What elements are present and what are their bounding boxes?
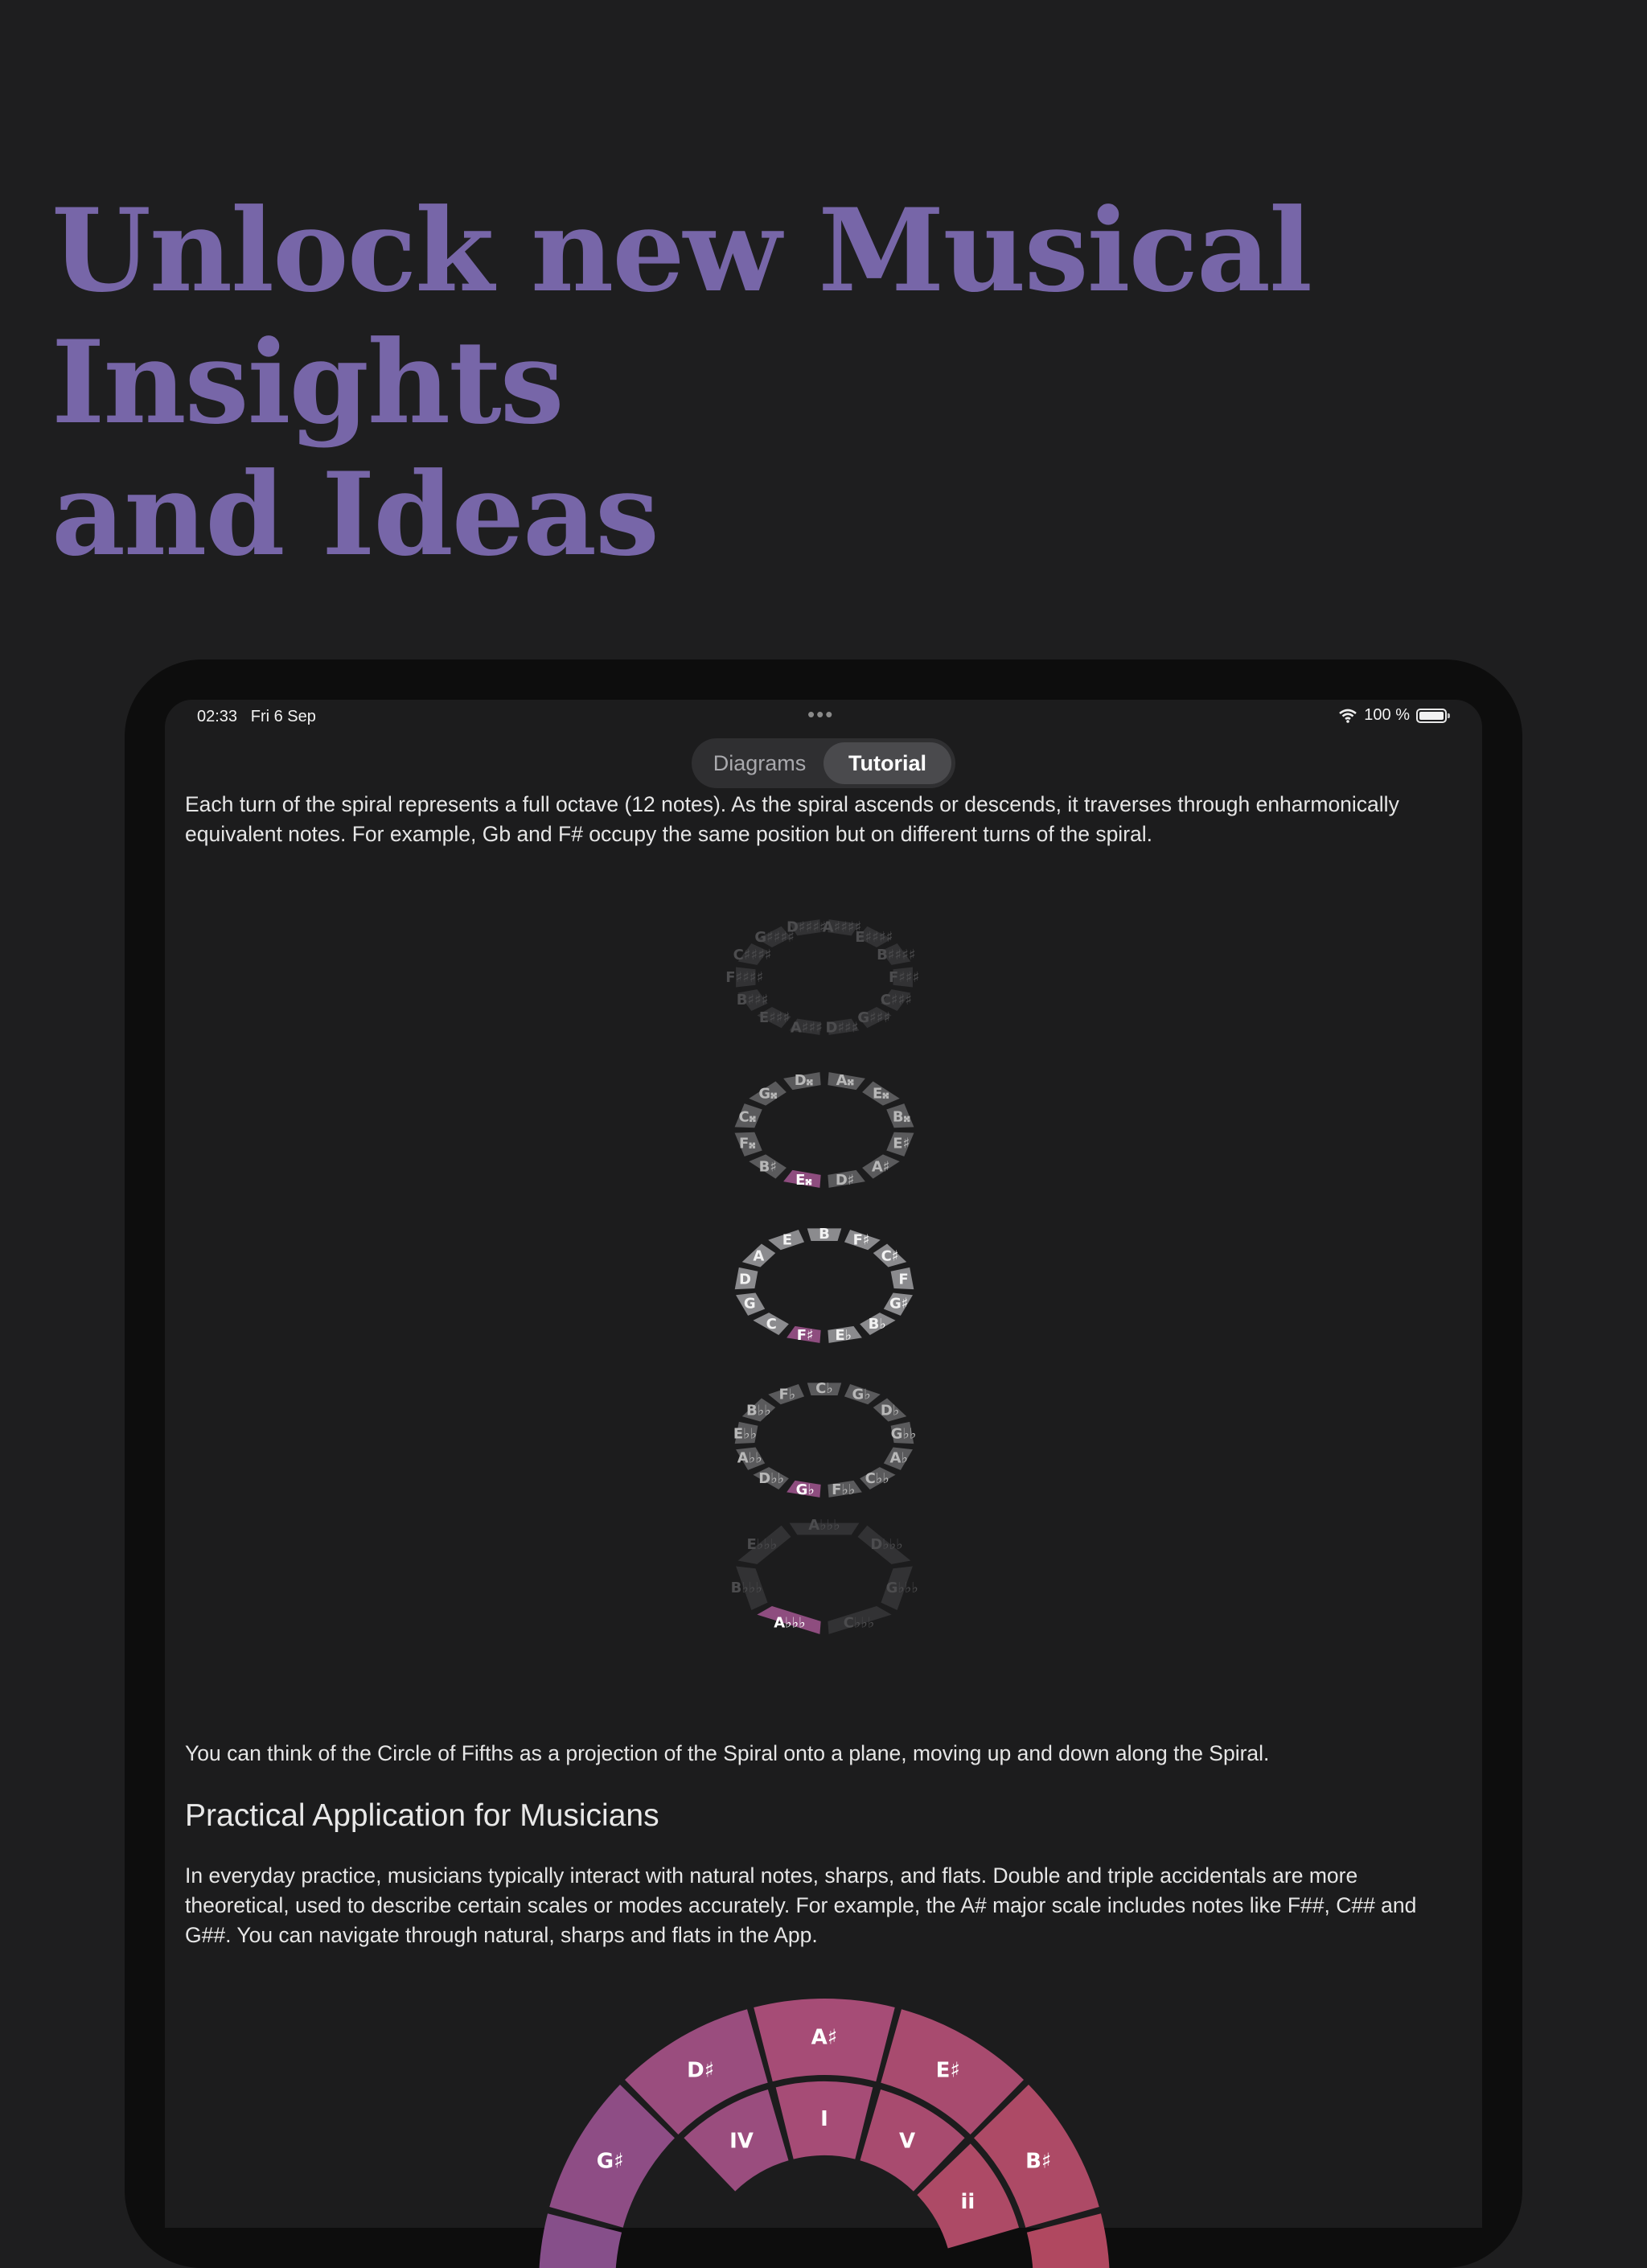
circle-inner-label: V (898, 2129, 916, 2154)
spiral-note-label: D♯♯♯♯ (787, 918, 827, 936)
spiral-note-label: D♭ (880, 1402, 900, 1420)
spiral-turn-0 (725, 919, 919, 1037)
hero-line-1: Unlock new Musical Insights (51, 184, 1312, 450)
spiral-note-label: B♭♭ (746, 1402, 771, 1420)
tutorial-paragraph-3: In everyday practice, musicians typically interact with natural notes, sharps, and flats. Double and triple accidentals are more theoretical, used to describe certain scales or modes accurately. For example, the A# major scale includes notes like F##, C## and G##. You can navigate through natural, sharps and flats in the App. (185, 1863, 1417, 1947)
spiral-note-label: C♭ (815, 1380, 833, 1397)
spiral-note-label: E♭♭ (733, 1425, 758, 1443)
spiral-turn-4 (731, 1517, 918, 1634)
status-clock: 02:33 (197, 708, 238, 725)
battery-percent: 100 % (1364, 706, 1410, 724)
multitasking-dots[interactable]: ••• (807, 702, 835, 726)
tab-tutorial[interactable]: Tutorial (824, 742, 951, 784)
status-right (1338, 706, 1447, 725)
spiral-note-label: B𝄪 (892, 1108, 910, 1126)
spiral-turn-1 (735, 1072, 914, 1189)
status-date: Fri 6 Sep (250, 708, 316, 725)
spiral-note-label: A𝄪 (836, 1072, 854, 1090)
spiral-note-label: G𝄪 (758, 1085, 778, 1103)
spiral-note-label: A♭♭♭ (774, 1614, 806, 1632)
ipad-screen (165, 700, 1482, 2228)
spiral-note-label: G♯♯♯♯ (754, 928, 795, 946)
wifi-icon (1338, 709, 1357, 723)
spiral-note-label: B♭ (868, 1315, 886, 1333)
spiral-note-label: F♯ (852, 1231, 870, 1249)
spiral-note-label: F♯ (796, 1327, 814, 1345)
hero-title (51, 185, 1579, 581)
spiral-note-label: C𝄪 (738, 1108, 756, 1126)
circle-outer-label: A♯ (811, 2025, 838, 2050)
spiral-note-label: B♯ (758, 1158, 778, 1176)
spiral-note-label: E♯♯♯ (758, 1009, 791, 1027)
spiral-note-label: B♭♭♭ (730, 1580, 762, 1597)
battery-icon (1416, 709, 1447, 723)
tab-diagrams[interactable]: Diagrams (713, 750, 807, 775)
circle-outer-label: B♯ (1025, 2149, 1052, 2174)
status-time (197, 708, 316, 726)
spiral-note-label: E♭♭♭ (746, 1536, 778, 1554)
spiral-note-label: F𝄪 (738, 1135, 756, 1152)
spiral-note-label: C♭♭♭ (843, 1614, 875, 1632)
spiral-note-label: D♯♯♯ (825, 1019, 859, 1037)
circle-inner-label: I (820, 2107, 828, 2131)
spiral-note-label: G♭♭ (890, 1425, 917, 1443)
spiral-note-label: E𝄪 (795, 1171, 812, 1189)
spiral-note-label: C♯♯♯♯ (733, 947, 772, 964)
spiral-note-label: C♭♭ (865, 1469, 889, 1487)
spiral-note-label: G (743, 1295, 756, 1313)
circle-outer-label: D♯ (687, 2058, 715, 2083)
spiral-note-label: F♭ (778, 1386, 796, 1403)
section-heading: Practical Application for Musicians (185, 1798, 659, 1833)
spiral-note-label: G♭ (852, 1386, 871, 1403)
spiral-note-label: G♭♭♭ (885, 1580, 918, 1597)
spiral-note-label: B♯♯♯♯ (877, 947, 916, 964)
hero-line-2: and Ideas (51, 448, 658, 581)
spiral-note-label: C♯♯♯ (880, 991, 913, 1009)
spiral-note-label: A♯♯♯♯ (822, 918, 862, 936)
spiral-turn-2 (735, 1226, 914, 1344)
spiral-note-label: B♯♯♯ (736, 991, 769, 1009)
spiral-note-label: D♯ (835, 1171, 855, 1189)
spiral-note-label: D (739, 1271, 751, 1288)
spiral-note-label: F♯♯♯♯ (725, 969, 764, 986)
spiral-note-label: A (753, 1247, 765, 1265)
spiral-note-label: G♯ (889, 1295, 909, 1313)
spiral-note-label: D♭♭♭ (870, 1536, 903, 1554)
spiral-note-label: E♯♯♯♯ (855, 928, 893, 946)
circle-outer-label: E♯ (935, 2058, 960, 2083)
spiral-of-fifths-diagram (647, 885, 1001, 1632)
spiral-note-label: C♯ (881, 1247, 899, 1265)
spiral-note-label: E𝄪 (872, 1085, 889, 1103)
spiral-note-label: A♭♭♭ (808, 1517, 840, 1534)
tutorial-paragraph-1: Each turn of the spiral represents a full octave (12 notes). As the spiral ascends or descends, it traverses through enharmonically equivalent notes. For example, Gb and F# occupy the same position but on different turns of the spiral. (185, 792, 1399, 846)
spiral-note-label: D♭♭ (758, 1469, 785, 1487)
spiral-note-label: E♭ (835, 1327, 852, 1345)
tutorial-paragraph-2: You can think of the Circle of Fifths as a projection of the Spiral onto a plane, moving up and down along the Spiral. (185, 1741, 1270, 1765)
spiral-note-label: G♭ (795, 1481, 815, 1499)
spiral-note-label: B (819, 1226, 830, 1243)
spiral-note-label: E (782, 1231, 793, 1249)
spiral-note-label: A♭♭ (737, 1449, 762, 1467)
spiral-turn-3 (733, 1380, 916, 1498)
spiral-note-label: E♯ (893, 1135, 910, 1152)
spiral-note-label: A♯ (871, 1158, 890, 1176)
spiral-note-label: D𝄪 (794, 1072, 813, 1090)
circle-inner-label: ii (960, 2190, 975, 2214)
spiral-note-label: A♯♯♯ (790, 1019, 823, 1037)
spiral-note-label: F♯♯♯ (888, 969, 920, 986)
circle-of-fifths-diagram (551, 1987, 1098, 2228)
spiral-note-label: C (766, 1315, 777, 1333)
spiral-note-label: G♯♯♯ (857, 1009, 891, 1027)
spiral-note-label: A♭ (889, 1449, 908, 1467)
spiral-note-label: F♭♭ (832, 1481, 856, 1499)
circle-inner-label: IV (729, 2129, 754, 2154)
spiral-note-label: F (898, 1271, 909, 1288)
circle-outer-label: G♯ (596, 2149, 624, 2174)
segmented-control (692, 738, 955, 788)
